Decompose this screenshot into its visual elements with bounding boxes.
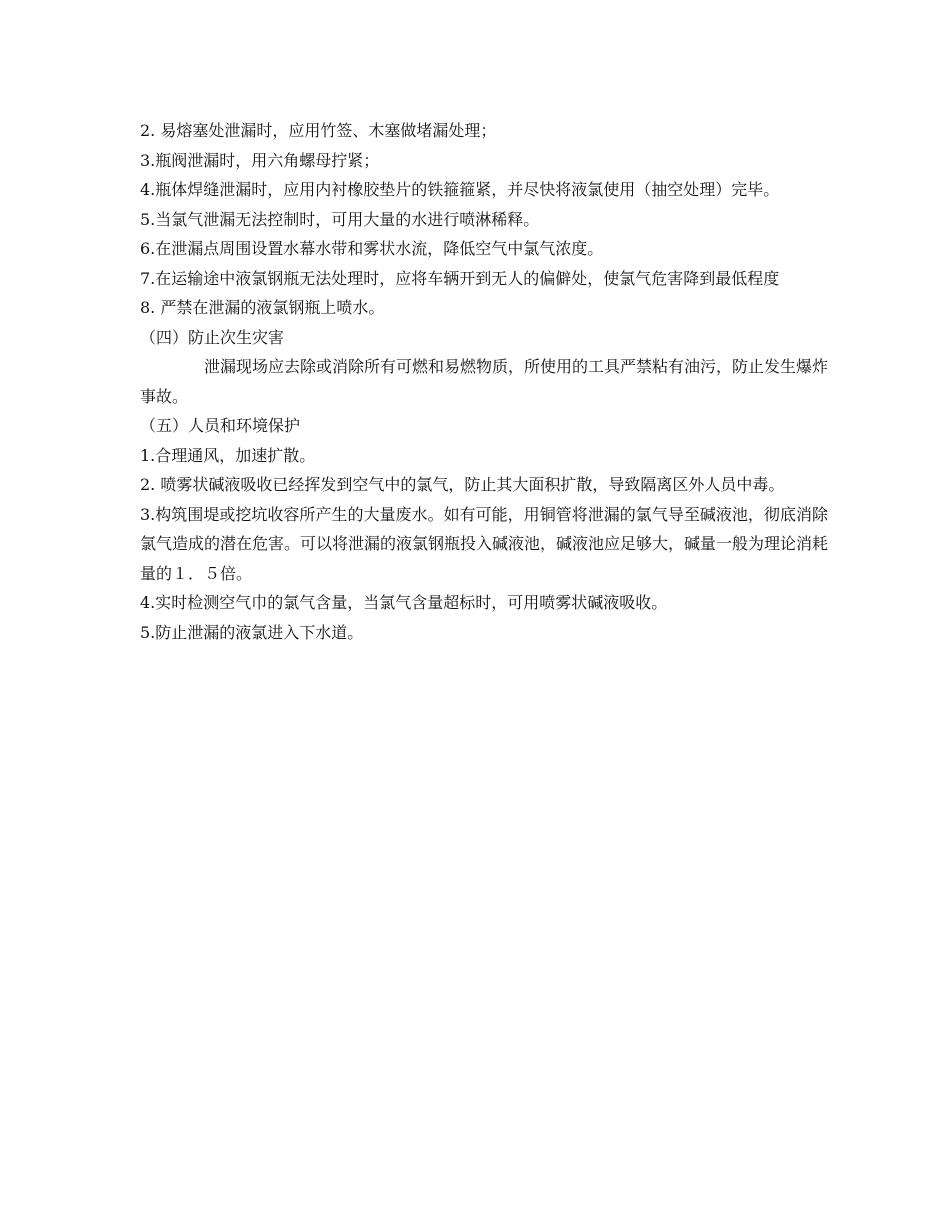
list-item: 3.瓶阀泄漏时，用六角螺母拧紧；	[140, 150, 380, 170]
document-body	[140, 116, 828, 647]
list-item: 3.构筑围堤或挖坑收容所产生的大量废水。如有可能，用铜管将泄漏的氯气导至碱液池，彻底消除氯气造成的潜在危害。可以将泄漏的液氯钢瓶投入碱液池，碱液池应足够大，碱量一般为理论消耗量的１．５倍。	[140, 504, 829, 583]
paragraph-secondary-disaster: 泄漏现场应去除或消除所有可燃和易燃物质，所使用的工具严禁粘有油污，防止发生爆炸事故。	[140, 357, 829, 406]
list-item: 4.实时检测空气巾的氯气含量，当氯气含量超标时，可用喷雾状碱液吸收。	[140, 593, 668, 612]
list-item: 2. 喷雾状碱液吸收已经挥发到空气中的氯气，防止其大面积扩散，导致隔离区外人员中毒。	[140, 475, 785, 494]
list-item: 1.合理通风，加速扩散。	[140, 445, 316, 465]
list-item: 2. 易熔塞处泄漏时，应用竹签、木塞做堵漏处理；	[140, 121, 497, 140]
section-heading-secondary-disaster: （四）防止次生灾害	[140, 327, 285, 347]
list-item: 6.在泄漏点周围设置水幕水带和雾状水流，降低空气中氯气浓度。	[140, 239, 604, 258]
list-item: 8. 严禁在泄漏的液氯钢瓶上喷水。	[140, 298, 385, 317]
list-item: 5.防止泄漏的液氯进入下水道。	[140, 622, 364, 642]
list-item: 5.当氯气泄漏无法控制时，可用大量的水进行喷淋稀释。	[140, 209, 540, 229]
list-item: 7.在运输途中液氯钢瓶无法处理时，应将车辆开到无人的偏僻处，使氯气危害降到最低程度	[140, 268, 780, 288]
list-item: 4.瓶体焊缝泄漏时，应用内衬橡胶垫片的铁箍箍紧，并尽快将液氯使用（抽空处理）完毕。	[140, 180, 780, 199]
section-heading-personnel-environment: （五）人员和环境保护	[140, 416, 301, 435]
